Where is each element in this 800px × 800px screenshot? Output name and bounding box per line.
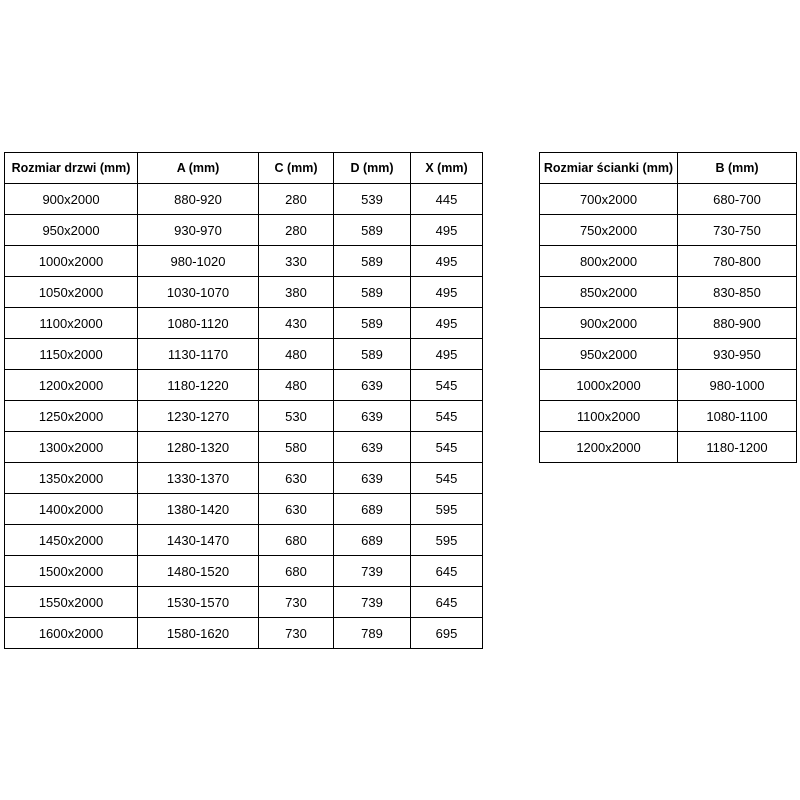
table-cell: 1500x2000 (5, 556, 138, 587)
table-cell: 639 (334, 432, 411, 463)
table-cell: 480 (259, 370, 334, 401)
table-cell: 380 (259, 277, 334, 308)
column-header: Rozmiar ścianki (mm) (540, 153, 678, 184)
table-cell: 589 (334, 215, 411, 246)
table-cell: 589 (334, 277, 411, 308)
table-row (540, 401, 797, 432)
table-cell: 880-920 (138, 184, 259, 215)
table-row (540, 432, 797, 463)
table-row (5, 277, 483, 308)
table-row (5, 308, 483, 339)
table-cell: 589 (334, 308, 411, 339)
table-row (5, 556, 483, 587)
wall-table-header-row (540, 153, 797, 184)
table-cell: 430 (259, 308, 334, 339)
wall-panel-size-table (539, 152, 797, 463)
table-cell: 480 (259, 339, 334, 370)
table-row (540, 246, 797, 277)
table-row (540, 370, 797, 401)
table-cell: 700x2000 (540, 184, 678, 215)
table-row (5, 246, 483, 277)
table-cell: 545 (411, 370, 483, 401)
table-row (5, 370, 483, 401)
table-cell: 830-850 (678, 277, 797, 308)
table-cell: 545 (411, 401, 483, 432)
column-header: C (mm) (259, 153, 334, 184)
table-cell: 689 (334, 525, 411, 556)
table-cell: 645 (411, 587, 483, 618)
table-cell: 1430-1470 (138, 525, 259, 556)
table-cell: 1280-1320 (138, 432, 259, 463)
table-cell: 1000x2000 (540, 370, 678, 401)
table-cell: 930-950 (678, 339, 797, 370)
table-cell: 445 (411, 184, 483, 215)
table-cell: 850x2000 (540, 277, 678, 308)
table-row (540, 277, 797, 308)
table-row (5, 432, 483, 463)
table-row (540, 184, 797, 215)
table-cell: 1400x2000 (5, 494, 138, 525)
table-cell: 680 (259, 556, 334, 587)
table-cell: 539 (334, 184, 411, 215)
table-row (540, 339, 797, 370)
table-cell: 689 (334, 494, 411, 525)
table-cell: 589 (334, 339, 411, 370)
table-cell: 930-970 (138, 215, 259, 246)
table-cell: 1080-1100 (678, 401, 797, 432)
table-cell: 800x2000 (540, 246, 678, 277)
table-cell: 495 (411, 339, 483, 370)
table-cell: 900x2000 (5, 184, 138, 215)
table-cell: 1480-1520 (138, 556, 259, 587)
table-row (5, 494, 483, 525)
table-cell: 580 (259, 432, 334, 463)
column-header: D (mm) (334, 153, 411, 184)
column-header: X (mm) (411, 153, 483, 184)
table-cell: 639 (334, 401, 411, 432)
table-cell: 1200x2000 (5, 370, 138, 401)
column-header: B (mm) (678, 153, 797, 184)
table-cell: 280 (259, 184, 334, 215)
table-cell: 1050x2000 (5, 277, 138, 308)
table-cell: 780-800 (678, 246, 797, 277)
door-size-table (4, 152, 483, 649)
table-cell: 330 (259, 246, 334, 277)
table-cell: 1450x2000 (5, 525, 138, 556)
table-cell: 730 (259, 587, 334, 618)
table-cell: 880-900 (678, 308, 797, 339)
table-cell: 1580-1620 (138, 618, 259, 649)
table-cell: 495 (411, 308, 483, 339)
table-cell: 1100x2000 (5, 308, 138, 339)
table-cell: 495 (411, 277, 483, 308)
table-cell: 1600x2000 (5, 618, 138, 649)
table-cell: 639 (334, 463, 411, 494)
door-table-header-row (5, 153, 483, 184)
table-cell: 495 (411, 215, 483, 246)
table-cell: 680 (259, 525, 334, 556)
table-cell: 680-700 (678, 184, 797, 215)
table-cell: 1250x2000 (5, 401, 138, 432)
table-cell: 495 (411, 246, 483, 277)
table-cell: 1350x2000 (5, 463, 138, 494)
table-cell: 789 (334, 618, 411, 649)
table-cell: 1150x2000 (5, 339, 138, 370)
table-cell: 1100x2000 (540, 401, 678, 432)
table-row (5, 525, 483, 556)
table-cell: 950x2000 (5, 215, 138, 246)
table-row (5, 587, 483, 618)
table-row (540, 215, 797, 246)
table-cell: 900x2000 (540, 308, 678, 339)
table-cell: 630 (259, 463, 334, 494)
table-cell: 1180-1220 (138, 370, 259, 401)
table-cell: 545 (411, 463, 483, 494)
table-cell: 595 (411, 525, 483, 556)
table-cell: 980-1000 (678, 370, 797, 401)
table-cell: 595 (411, 494, 483, 525)
table-row (5, 184, 483, 215)
table-row (540, 308, 797, 339)
table-cell: 630 (259, 494, 334, 525)
table-cell: 589 (334, 246, 411, 277)
table-cell: 750x2000 (540, 215, 678, 246)
table-cell: 280 (259, 215, 334, 246)
table-cell: 530 (259, 401, 334, 432)
table-cell: 1330-1370 (138, 463, 259, 494)
table-row (5, 401, 483, 432)
table-row (5, 339, 483, 370)
table-cell: 1230-1270 (138, 401, 259, 432)
table-row (5, 463, 483, 494)
table-cell: 739 (334, 587, 411, 618)
column-header: Rozmiar drzwi (mm) (5, 153, 138, 184)
table-cell: 1080-1120 (138, 308, 259, 339)
table-cell: 980-1020 (138, 246, 259, 277)
table-cell: 730-750 (678, 215, 797, 246)
table-cell: 950x2000 (540, 339, 678, 370)
column-header: A (mm) (138, 153, 259, 184)
table-cell: 1380-1420 (138, 494, 259, 525)
table-cell: 1130-1170 (138, 339, 259, 370)
table-cell: 1000x2000 (5, 246, 138, 277)
table-cell: 1030-1070 (138, 277, 259, 308)
table-cell: 695 (411, 618, 483, 649)
table-cell: 739 (334, 556, 411, 587)
table-cell: 1530-1570 (138, 587, 259, 618)
table-cell: 1550x2000 (5, 587, 138, 618)
table-cell: 639 (334, 370, 411, 401)
table-cell: 545 (411, 432, 483, 463)
table-cell: 1200x2000 (540, 432, 678, 463)
table-cell: 645 (411, 556, 483, 587)
table-cell: 1300x2000 (5, 432, 138, 463)
table-cell: 730 (259, 618, 334, 649)
table-row (5, 618, 483, 649)
table-cell: 1180-1200 (678, 432, 797, 463)
table-row (5, 215, 483, 246)
